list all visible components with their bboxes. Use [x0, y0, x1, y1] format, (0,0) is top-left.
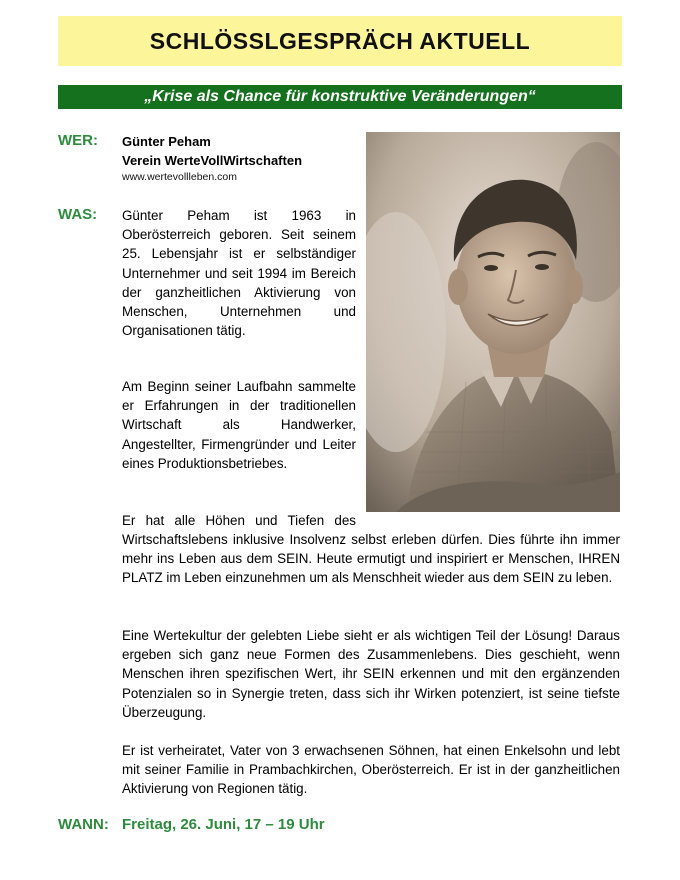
speaker-portrait-photo [366, 132, 620, 512]
what-paragraph-1-block [122, 206, 356, 340]
what-paragraph-2-block [122, 377, 356, 473]
what-paragraph-1: Günter Peham ist 1963 in Oberösterreich geboren. Seit seinem 25. Lebensjahr ist er selbständiger Unternehmer und seit 1994 im Bereich der ganzheitlichen Aktivierung von Menschen, Unternehmen und Organisationen tätig. [122, 208, 356, 339]
page-subtitle: „Krise als Chance für konstruktive Veränderungen“ [144, 88, 536, 105]
when-label: WANN: [58, 816, 109, 833]
speaker-website[interactable]: www.wertevollleben.com [122, 171, 237, 183]
what-paragraph-5: Er ist verheiratet, Vater von 3 erwachsenen Söhnen, hat einen Enkelsohn und lebt mit seiner Familie in Prambachkirchen, Oberösterreich. Er ist in der ganzheitlichen Aktivierung von Regionen tätig. [122, 743, 620, 797]
who-label: WER: [58, 132, 98, 149]
what-paragraph-2: Am Beginn seiner Laufbahn sammelte er Erfahrungen in der traditionellen Wirtschaft als Handwerker, Angestellter, Firmengründer und Leiter eines Produktionsbetriebes. [122, 379, 356, 471]
what-label: WAS: [58, 206, 98, 223]
event-date-time: Freitag, 26. Juni, 17 – 19 Uhr [122, 816, 325, 833]
what-paragraph-3-start-block [122, 511, 356, 530]
speaker-name: Günter Peham [122, 134, 211, 149]
what-paragraph-4-block [122, 626, 620, 722]
what-paragraph-3-start: Er hat alle Höhen und Tiefen des [122, 513, 356, 528]
what-paragraph-4: Eine Wertekultur der gelebten Liebe sieht er als wichtigen Teil der Lösung! Daraus ergeben sich ganz neue Formen des Zusammenlebens. Dies geschieht, wenn Menschen ihren spezifischen Wert, ihr SEIN erkennen und mit den ergänzenden Potenzialen so in Synergie treten, dass sich ihr Wirken potenziert, ist seine tiefste Überzeugung. [122, 628, 620, 720]
what-paragraph-5-block [122, 741, 620, 799]
who-section [122, 132, 302, 185]
speaker-organization: Verein WerteVollWirtschaften [122, 153, 303, 168]
page-title: SCHLÖSSLGESPRÄCH AKTUELL [149, 27, 531, 54]
what-paragraph-3-rest-block [122, 530, 620, 588]
what-paragraph-3-rest: Wirtschaftslebens inklusive Insolvenz selbst erleben dürfen. Dies führte ihn immer mehr ins Leben aus dem SEIN. Heute ermutigt und inspiriert er Menschen, IHREN PLATZ im Leben einzunehmen um als Menschheit wieder aus dem SEIN zu leben. [122, 532, 620, 586]
title-banner [58, 16, 622, 66]
subtitle-banner [58, 85, 622, 109]
